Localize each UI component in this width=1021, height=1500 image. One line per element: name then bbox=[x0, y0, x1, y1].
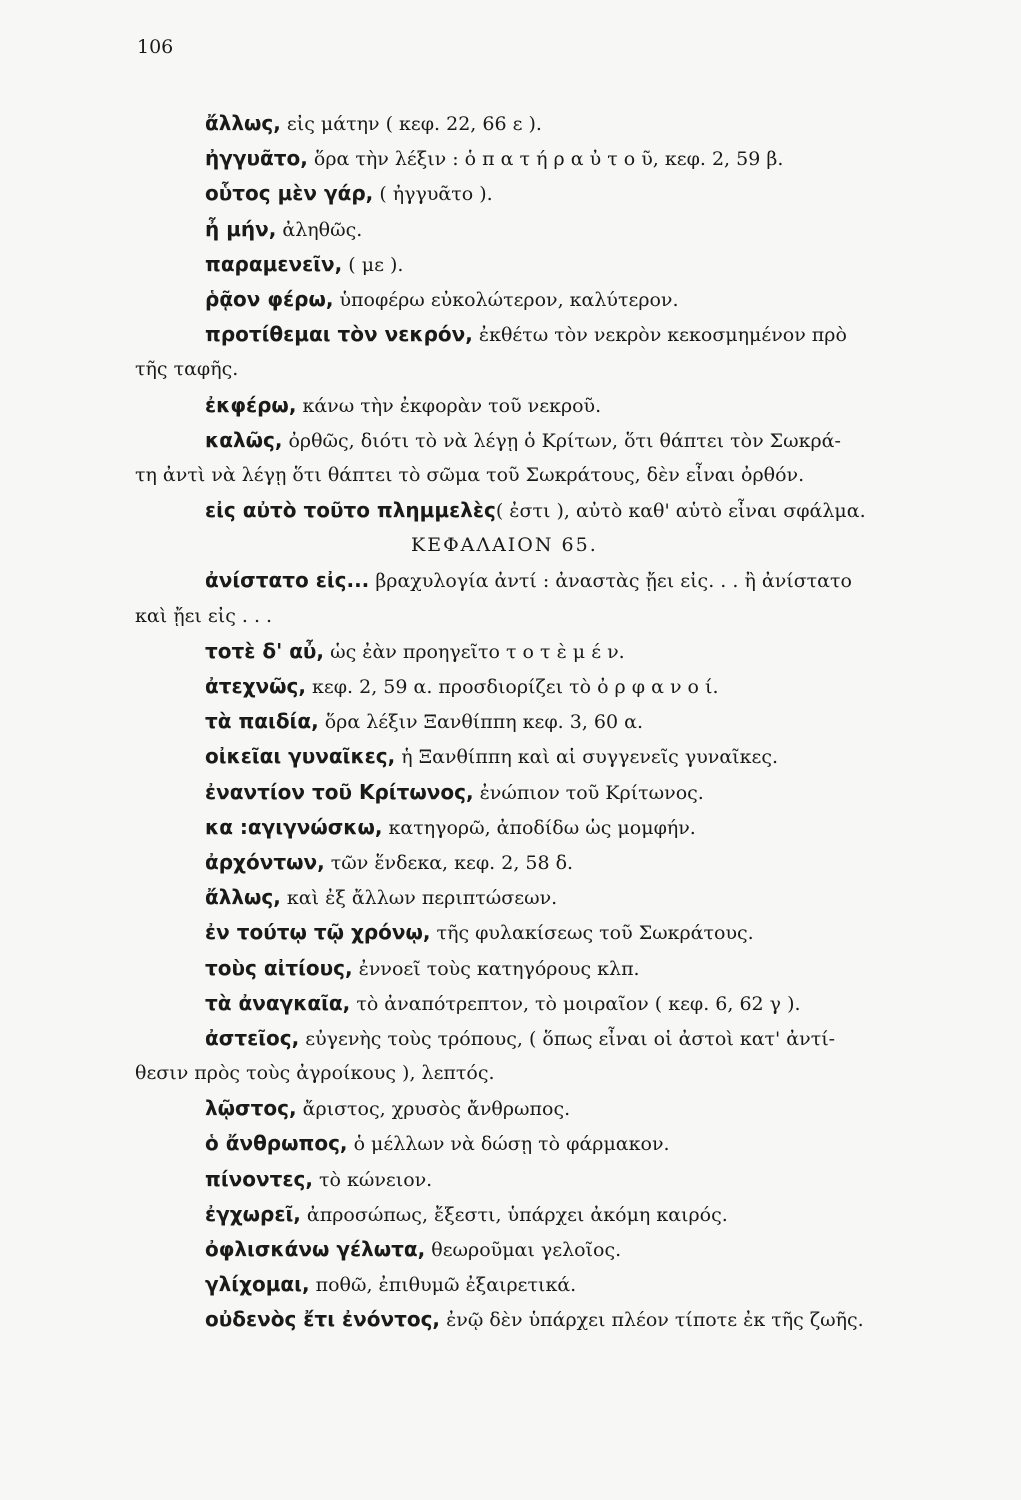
entry-definition: κεφ. 2, 59 α. προσδιορίζει τὸ ὀ ρ φ α ν ο ί. bbox=[306, 676, 719, 698]
entry-definition: ( ἐστι ), αὐτὸ καθ' αὑτὸ εἶναι σφάλμα. bbox=[495, 500, 866, 523]
glossary-entry bbox=[135, 388, 995, 423]
entry-continuation bbox=[135, 352, 995, 387]
entry-definition: κατηγορῶ, ἀποδίδω ὡς μομφήν. bbox=[382, 816, 696, 839]
entry-definition: εὐγενὴς τοὺς τρόπους, ( ὅπως εἶναι οἱ ἀστοὶ κατ' ἀντί- bbox=[299, 1027, 836, 1050]
entry-definition: θεωροῦμαι γελοῖος. bbox=[425, 1239, 622, 1261]
entry-term: ἦ μήν, bbox=[205, 216, 277, 241]
entry-term: ἐναντίον τοῦ Κρίτωνος, bbox=[205, 779, 474, 804]
entry-continuation bbox=[135, 599, 995, 634]
entry-definition: ( με ). bbox=[342, 253, 404, 276]
entry-term: οἰκεῖαι γυναῖκες, bbox=[205, 744, 396, 769]
glossary-entry bbox=[135, 845, 995, 880]
chapter-heading-text: ΚΕΦΑΛΑΙΟΝ 65. bbox=[411, 534, 598, 557]
entry-term: ἀστεῖος, bbox=[205, 1025, 300, 1050]
entry-definition: ἀληθῶς. bbox=[276, 218, 363, 241]
glossary-body bbox=[135, 106, 995, 1338]
entry-definition: ποθῶ, ἐπιθυμῶ ἐξαιρετικά. bbox=[309, 1274, 577, 1297]
entry-definition: ὀρθῶς, διότι τὸ νὰ λέγῃ ὁ Κρίτων, ὅτι θάπτει τὸν Σωκρά- bbox=[282, 429, 841, 452]
entry-term: ὀφλισκάνω γέλωτα, bbox=[205, 1237, 426, 1261]
glossary-entry bbox=[135, 986, 995, 1021]
chapter-heading bbox=[135, 528, 995, 563]
glossary-entry bbox=[135, 1302, 995, 1337]
glossary-entry bbox=[135, 317, 995, 352]
glossary-entry bbox=[135, 634, 995, 669]
entry-term: ἀτεχνῶς, bbox=[205, 674, 306, 698]
entry-definition: ἡ Ξανθίππη καὶ αἱ συγγενεῖς γυναῖκες. bbox=[395, 746, 778, 769]
glossary-entry bbox=[135, 739, 995, 774]
continuation-text: τη ἀντὶ νὰ λέγῃ ὅτι θάπτει τὸ σῶμα τοῦ Σωκράτους, δὲν εἶναι ὀρθόν. bbox=[135, 463, 805, 486]
entry-definition: ὡς ἐὰν προηγεῖτο τ ο τ ὲ μ έ ν. bbox=[324, 640, 625, 663]
entry-definition: τῶν ἕνδεκα, κεφ. 2, 58 δ. bbox=[324, 851, 574, 874]
entry-term: τὰ παιδία, bbox=[205, 709, 319, 734]
glossary-entry bbox=[135, 1232, 995, 1267]
entry-continuation bbox=[135, 458, 995, 493]
glossary-entry bbox=[135, 106, 995, 141]
glossary-entry bbox=[135, 704, 995, 739]
glossary-entry bbox=[135, 247, 995, 282]
entry-definition: ὑποφέρω εὐκολώτερον, καλύτερον. bbox=[333, 288, 679, 311]
glossary-entry bbox=[135, 951, 995, 986]
glossary-entry bbox=[135, 880, 995, 915]
entry-definition: ἐννοεῖ τοὺς κατηγόρους κλπ. bbox=[352, 957, 640, 980]
entry-continuation bbox=[135, 1056, 995, 1091]
continuation-text: καὶ ᾔει εἰς . . . bbox=[135, 604, 273, 627]
entry-definition: βραχυλογία ἀντί : ἀναστὰς ᾔει εἰς. . . ἢ ἀνίστατο bbox=[369, 570, 852, 593]
entry-term: ἄλλως, bbox=[205, 885, 281, 910]
glossary-entry bbox=[135, 282, 995, 317]
entry-term: λῷστος, bbox=[205, 1096, 297, 1121]
entry-definition: ὁ μέλλων νὰ δώσῃ τὸ φάρμακον. bbox=[347, 1133, 670, 1156]
entry-term: καλῶς, bbox=[205, 427, 283, 452]
glossary-entry bbox=[135, 775, 995, 810]
entry-term: παραμενεῖν, bbox=[205, 251, 343, 276]
entry-definition: τὸ ἀναπότρεπτον, τὸ μοιραῖον ( κεφ. 6, 62 γ ). bbox=[350, 992, 801, 1015]
entry-term: ἠγγυᾶτο, bbox=[205, 146, 308, 171]
glossary-entry bbox=[135, 493, 995, 528]
entry-term: ἐγχωρεῖ, bbox=[205, 1201, 301, 1226]
glossary-entry bbox=[135, 1162, 995, 1197]
entry-term: τοὺς αἰτίους, bbox=[205, 955, 353, 980]
entry-definition: ἀπροσώπως, ἔξεστι, ὑπάρχει ἀκόμη καιρός. bbox=[300, 1203, 728, 1226]
glossary-entry bbox=[135, 563, 995, 598]
entry-definition: ἐνῷ δὲν ὑπάρχει πλέον τίποτε ἐκ τῆς ζωῆς. bbox=[440, 1309, 864, 1332]
glossary-entry bbox=[135, 1267, 995, 1302]
entry-definition: τῆς φυλακίσεως τοῦ Σωκράτους. bbox=[430, 922, 754, 945]
entry-definition: ἄριστος, χρυσὸς ἄνθρωπος. bbox=[296, 1098, 571, 1121]
entry-term: τοτὲ δ' αὖ, bbox=[205, 638, 325, 663]
glossary-entry bbox=[135, 1021, 995, 1056]
entry-term: οὐδενὸς ἔτι ἐνόντος, bbox=[205, 1307, 441, 1332]
entry-definition: τὸ κώνειον. bbox=[312, 1168, 433, 1191]
glossary-entry bbox=[135, 810, 995, 845]
glossary-entry bbox=[135, 1126, 995, 1161]
entry-definition: ( ἠγγυᾶτο ). bbox=[373, 183, 493, 206]
glossary-entry bbox=[135, 176, 995, 211]
glossary-entry bbox=[135, 915, 995, 950]
entry-term: ἐν τούτῳ τῷ χρόνῳ, bbox=[205, 920, 431, 945]
glossary-entry bbox=[135, 423, 995, 458]
entry-term: ἐκφέρω, bbox=[205, 392, 297, 417]
glossary-entry bbox=[135, 212, 995, 247]
entry-term: ἀνίστατο εἰς... bbox=[205, 568, 370, 593]
glossary-entry bbox=[135, 1197, 995, 1232]
glossary-entry bbox=[135, 1091, 995, 1126]
entry-term: γλίχομαι, bbox=[205, 1272, 310, 1297]
entry-definition: ὅρα λέξιν Ξανθίππη κεφ. 3, 60 α. bbox=[318, 711, 644, 734]
entry-term: εἰς αὐτὸ τοῦτο πλημμελὲς bbox=[205, 498, 496, 523]
entry-term: προτίθεμαι τὸν νεκρόν, bbox=[205, 322, 473, 347]
entry-term: ἀρχόντων, bbox=[205, 849, 325, 874]
entry-definition: ὅρα τὴν λέξιν : ὁ π α τ ή ρ α ὐ τ ο ῦ, κεφ. 2, 59 β. bbox=[307, 148, 784, 171]
entry-term: τὰ ἀναγκαῖα, bbox=[205, 990, 351, 1015]
entry-definition: καὶ ἐξ ἄλλων περιπτώσεων. bbox=[280, 887, 558, 910]
entry-term: οὗτος μὲν γάρ, bbox=[205, 181, 374, 206]
page-number: 106 bbox=[137, 36, 174, 58]
entry-term: κα :αγιγνώσκω, bbox=[205, 814, 383, 839]
entry-term: ῥᾷον φέρω, bbox=[205, 286, 334, 311]
entry-definition: εἰς μάτην ( κεφ. 22, 66 ε ). bbox=[280, 113, 542, 135]
continuation-text: θεσιν πρὸς τοὺς ἀγροίκους ), λεπτός. bbox=[135, 1062, 495, 1085]
glossary-entry bbox=[135, 669, 995, 704]
entry-definition: ἐνώπιον τοῦ Κρίτωνος. bbox=[473, 781, 704, 804]
entry-term: πίνοντες, bbox=[205, 1166, 313, 1191]
continuation-text: τῆς ταφῆς. bbox=[135, 358, 239, 381]
entry-definition: ἐκθέτω τὸν νεκρὸν κεκοσμημένον πρὸ bbox=[472, 324, 847, 347]
glossary-entry bbox=[135, 141, 995, 176]
entry-term: ὁ ἄνθρωπος, bbox=[205, 1131, 348, 1156]
entry-term: ἄλλως, bbox=[205, 111, 281, 135]
entry-definition: κάνω τὴν ἐκφορὰν τοῦ νεκροῦ. bbox=[296, 394, 602, 417]
